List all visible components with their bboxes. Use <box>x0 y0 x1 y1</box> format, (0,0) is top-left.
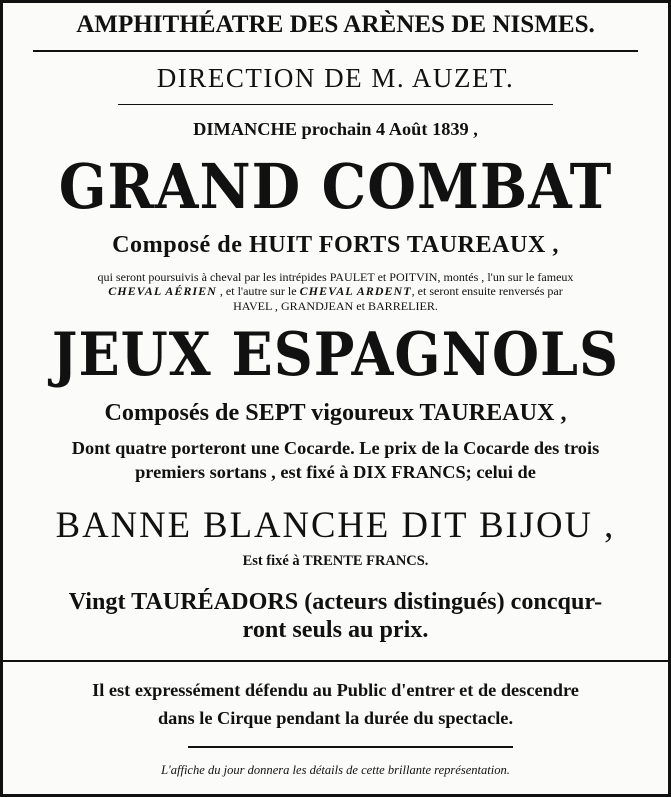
venue-heading: AMPHITHÉATRE DES ARÈNES DE NISMES. <box>76 11 595 38</box>
cocarde-line-2: premiers sortans , est fixé à DIX FRANCS; celui de <box>135 462 536 482</box>
detail-line-2-mid: , et l'autre sur le <box>216 284 300 298</box>
banne-blanche-line: BANNE BLANCHE DIT BIJOU , <box>55 504 616 545</box>
cocarde-line-1: Dont quatre porteront une Cocarde. Le prix de la Cocarde des trois <box>71 438 600 458</box>
toreadors-line-1: Vingt TAURÉADORS (acteurs distingués) concqur- <box>68 588 603 615</box>
footer-note: L'affiche du jour donnera les détails de cette brillante représentation. <box>161 763 510 777</box>
horse-name-ardent: CHEVAL ARDENT <box>299 284 412 298</box>
detail-line-3: HAVEL , GRANDJEAN et BARRELIER. <box>233 299 438 313</box>
title-grand-combat: GRAND COMBAT <box>58 151 613 224</box>
subtitle-huit-taureaux: Composé de HUIT FORTS TAUREAUX , <box>112 231 559 258</box>
horse-name-aerien: CHEVAL AÉRIEN <box>108 284 217 298</box>
direction-divider <box>118 104 553 105</box>
subtitle-sept-taureaux: Composés de SEPT vigoureux TAUREAUX , <box>104 399 567 426</box>
footer-divider <box>188 746 513 748</box>
direction-heading: DIRECTION DE M. AUZET. <box>156 63 515 93</box>
prize-line: Est fixé à TRENTE FRANCS. <box>242 553 429 569</box>
title-jeux-espagnols: JEUX ESPAGNOLS <box>51 319 620 390</box>
warning-line-1: Il est expressément défendu au Public d'entrer et de descendre <box>92 680 579 700</box>
detail-line-1: qui seront poursuivis à cheval par les intrépides PAULET et POITVIN, montés , l'un sur le fameux <box>97 270 574 284</box>
date-line: DIMANCHE prochain 4 Août 1839 , <box>193 119 478 139</box>
toreadors-line-2: ront seuls au prix. <box>242 616 429 643</box>
detail-line-2 <box>3 284 668 299</box>
lower-divider <box>3 660 668 662</box>
top-divider <box>33 50 638 52</box>
detail-line-2-end: , et seront ensuite renversés par <box>411 284 563 298</box>
warning-line-2: dans le Cirque pendant la durée du spectacle. <box>157 708 514 728</box>
